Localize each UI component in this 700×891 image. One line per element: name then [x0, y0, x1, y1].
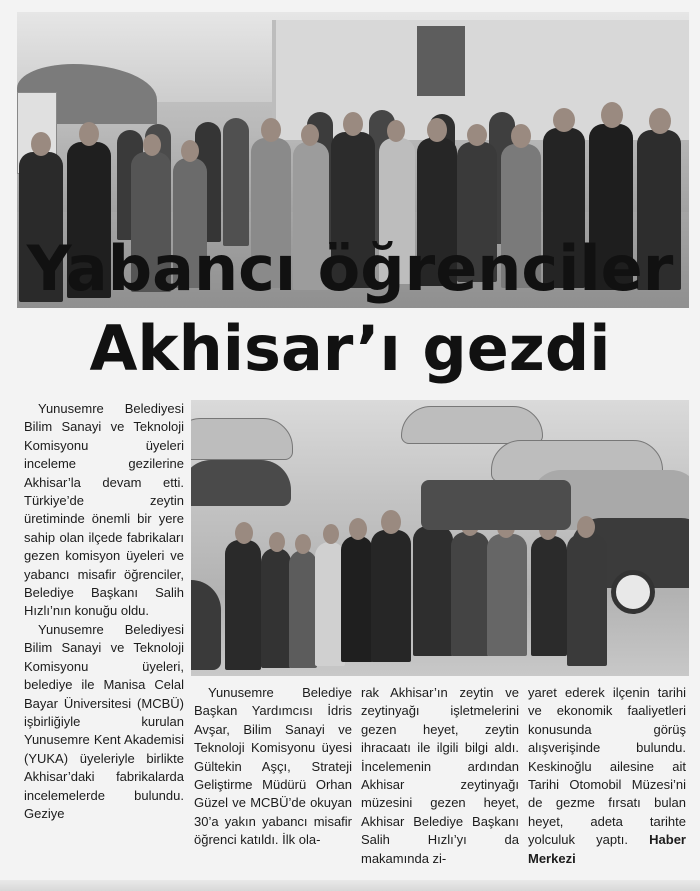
person-head [301, 124, 319, 146]
person-head [343, 112, 363, 136]
car-museum-photo-icon [191, 400, 689, 676]
car [191, 418, 293, 460]
person-head [261, 118, 281, 142]
person-head [381, 510, 401, 534]
person-head [269, 532, 285, 552]
person-head [295, 534, 311, 554]
person [371, 530, 411, 662]
person-head [235, 522, 253, 544]
person [225, 540, 261, 670]
person-head [427, 118, 447, 142]
article-column-1 [24, 400, 184, 823]
article-paragraph: rak Akhisar’ın zeytin ve zeytinyağı işletmelerini gezen heyet, zeytin ihracaatı ile ilgili bilgi aldı. İncelemenin ardından Akhisar zeytinyağı müzesini gezen heyet, Akhisar Belediye Başkanı Salih Hızlı’yı da makamında zi- [361, 685, 519, 866]
person-head [511, 124, 531, 148]
person [289, 550, 317, 668]
person-head [553, 108, 575, 132]
headline-line-2: Akhisar’ı gezdi [89, 312, 611, 385]
page-edge [0, 880, 700, 891]
person [421, 480, 571, 530]
person-head [601, 102, 623, 128]
person-head [649, 108, 671, 134]
person [413, 526, 453, 656]
car-wheel [611, 570, 655, 614]
person-head [349, 518, 367, 540]
car [191, 460, 291, 506]
person-head [181, 140, 199, 162]
person [567, 534, 607, 666]
headline-line-1: Yabancı öğrenciler [26, 232, 674, 305]
person [487, 534, 527, 656]
article-paragraph [528, 684, 686, 868]
article-column-2 [194, 684, 352, 850]
person-head [143, 134, 161, 156]
person-head [323, 524, 339, 544]
person-head [79, 122, 99, 146]
article-paragraph: Yunusemre Belediyesi Bilim Sanayi ve Teknoloji Komisyonu üyeleri inceleme gezilerine Akhisar’la devam etti. Türkiye’de zeytin üretiminde önemli bir yere sahip olan ilçede fabrikaları gezen komisyon üyeleri ve yabancı misafir öğrenciler, Belediye Başkanı Salih Hızlı’nın konuğu oldu. [24, 401, 184, 619]
person [261, 548, 291, 668]
person [531, 536, 567, 656]
article-paragraph: Yunusemre Belediye Başkan Yardımcısı İdris Avşar, Bilim Sanayi ve Teknoloji Komisyonu üyesi Gültekin Aşçı, Strateji Geliştirme Müdürü Orhan Güzel ve MCBÜ’de okuyan 30’a yakın yabancı misafir öğrenci katıldı. İlk ola- [194, 685, 352, 848]
article-paragraph: Yunusemre Belediyesi Bilim Sanayi ve Teknoloji Komisyonu üyeleri, belediye ile Manisa Celal Bayar Üniversitesi (MCBÜ) işbirliğiyle kurulan Yunusemre Kent Akademisi (YUKA) üyeleriyle birlikte Akhisar’daki fabrikalarda incelemelerde bulundu. Geziye [24, 621, 184, 821]
person-head [387, 120, 405, 142]
article-text: yaret ederek ilçenin tarihi ve ekonomik faaliyetleri konusunda görüş alışverişinde bulundu. Keskinoğlu ailesine ait Tarihi Otomobil Müzesi’ni de gezme fırsatı bulan heyet, adeta tarihte yolculuk yaptı. [528, 685, 686, 848]
person [451, 532, 489, 656]
person [341, 536, 373, 662]
person-head [577, 516, 595, 538]
car [191, 580, 221, 670]
person-head [31, 132, 51, 156]
article-column-3 [361, 684, 519, 868]
person [223, 118, 249, 246]
car [401, 406, 543, 444]
byline: Haber Merkezi [528, 832, 686, 866]
person-head [467, 124, 487, 146]
article-column-4 [528, 684, 686, 868]
